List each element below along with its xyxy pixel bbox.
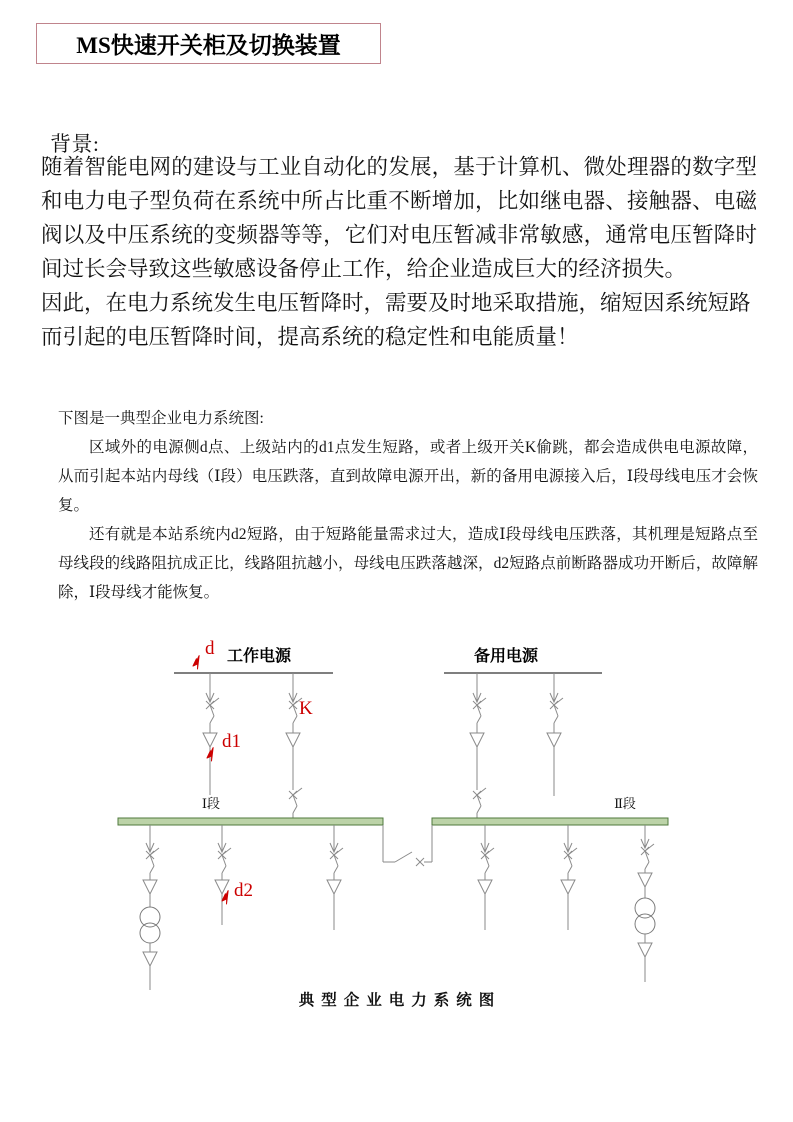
label-fault-d1: d1 xyxy=(222,731,241,752)
background-body xyxy=(41,150,757,354)
background-heading: 背景: xyxy=(50,132,100,156)
bus2-feeder-2 xyxy=(561,825,577,930)
document-title-box xyxy=(36,23,381,64)
note-paragraph-2: 还有就是本站系统内d2短路，由于短路能量需求过大，造成Ⅰ段母线电压跌落，其机理是短路点至母线段的线路阻抗成正比，线路阻抗越小，母线电压跌落越深，d2短路点前断路器成功开断后，故障解除，Ⅰ段母线才能恢复。 xyxy=(58,526,758,601)
bus-tie-coupler xyxy=(383,825,432,866)
bus1-feeder-d2 xyxy=(215,825,231,925)
label-switch-k: K xyxy=(299,698,313,719)
background-paragraph-1: 随着智能电网的建设与工业自动化的发展，基于计算机、微处理器的数字型和电力电子型负荷在系统中所占比重不断增加，比如继电器、接触器、电磁阀以及中压系统的变频器等等，它们对电压暂减非常敏感，通常电压暂降时间过长会导致这些敏感设备停止工作，给企业造成巨大的经济损失。 xyxy=(41,155,757,281)
label-bus-section-1: Ⅰ段 xyxy=(201,796,221,811)
label-working-source: 工作电源 xyxy=(226,648,292,665)
label-fault-d: d xyxy=(205,638,215,659)
bus-bar-section-2 xyxy=(432,818,668,825)
standby-feeder-2 xyxy=(547,673,563,796)
fault-marker-d1 xyxy=(204,748,219,763)
bus-bar-section-1 xyxy=(118,818,383,825)
working-feeder-2 xyxy=(286,673,302,822)
power-system-diagram xyxy=(0,630,793,1030)
label-fault-d2: d2 xyxy=(234,880,253,901)
bus2-feeder-1 xyxy=(478,825,494,930)
diagram-caption: 典型企业电力系统图 xyxy=(298,992,502,1009)
label-standby-source: 备用电源 xyxy=(473,648,539,665)
working-feeder-1 xyxy=(203,673,219,795)
bus1-feeder-3 xyxy=(327,825,343,930)
fault-marker-d xyxy=(190,656,205,671)
background-paragraph-2: 因此，在电力系统发生电压暂降时，需要及时地采取措施，缩短因系统短路而引起的电压暂降时间，提高系统的稳定性和电能质量！ xyxy=(41,291,751,349)
standby-feeder-1 xyxy=(470,673,486,822)
page-title: MS快速开关柜及切换装置 xyxy=(76,33,341,58)
bus1-feeder-transformer xyxy=(140,825,160,990)
figure-notes xyxy=(58,404,758,607)
bus2-feeder-transformer xyxy=(635,825,655,982)
figure-intro: 下图是一典型企业电力系统图: xyxy=(58,410,264,427)
label-bus-section-2: Ⅱ段 xyxy=(614,796,636,811)
note-paragraph-1: 区域外的电源侧d点、上级站内的d1点发生短路，或者上级开关K偷跳，都会造成供电电源故障，从而引起本站内母线（Ⅰ段）电压跌落，直到故障电源开出，新的备用电源接入后，Ⅰ段母线电压才会恢复。 xyxy=(58,439,758,514)
